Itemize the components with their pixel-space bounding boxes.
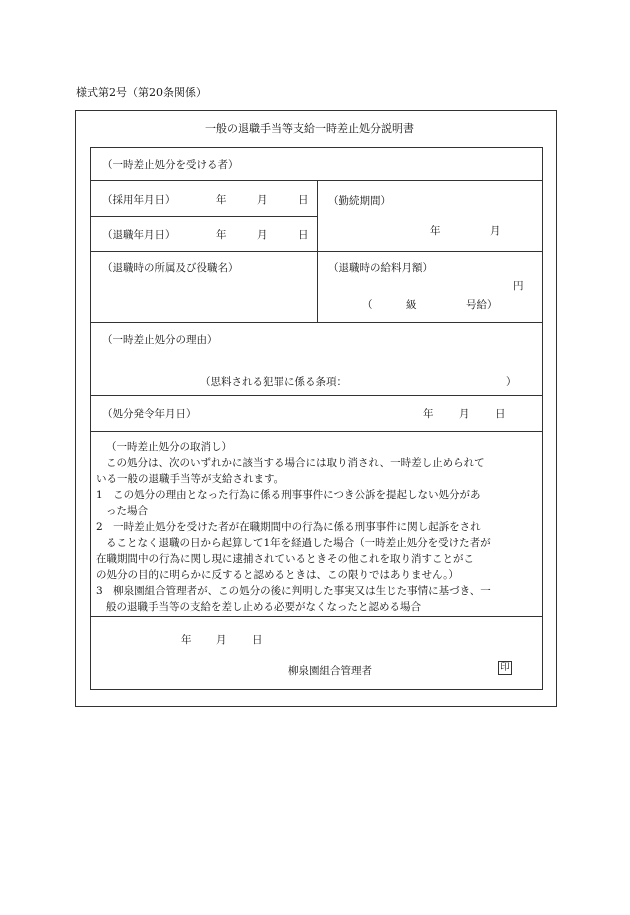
issue-date-month: 月 bbox=[459, 408, 470, 420]
grade-label: 級 bbox=[406, 299, 417, 311]
signer-name: 柳泉園組合管理者 bbox=[288, 665, 372, 677]
hire-date-day: 日 bbox=[298, 194, 309, 206]
recipient-label: （一時差止処分を受ける者） bbox=[102, 159, 239, 171]
retire-date-month: 月 bbox=[257, 229, 268, 241]
sign-date-month: 月 bbox=[216, 634, 227, 646]
sign-date-year: 年 bbox=[181, 634, 192, 646]
affiliation-label: （退職時の所属及び役職名） bbox=[102, 262, 239, 274]
cancel-line: 般の退職手当等の支給を差し止める必要がなくなったと認める場合 bbox=[106, 601, 421, 613]
yen-unit: 円 bbox=[513, 280, 524, 292]
service-period-label: （勤続期間） bbox=[328, 195, 391, 207]
cancel-line: の処分の目的に明らかに反すると認めるときは、この限りではありません。） bbox=[96, 569, 459, 581]
cancel-line: 1 この処分の理由となった行為に係る刑事事件につき公訴を提起しない処分があ bbox=[96, 489, 481, 501]
hire-date-label: （採用年月日） bbox=[102, 194, 176, 206]
step-label: 号給） bbox=[466, 299, 498, 311]
issue-date-year: 年 bbox=[423, 408, 434, 420]
hire-date-year: 年 bbox=[216, 194, 227, 206]
reason-label: （一時差止処分の理由） bbox=[102, 334, 218, 346]
cancel-line: いる一般の退職手当等が支給されます。 bbox=[96, 473, 285, 485]
retire-date-label: （退職年月日） bbox=[102, 229, 176, 241]
grade-open-paren: （ bbox=[362, 299, 373, 311]
document-title: 一般の退職手当等支給一時差止処分説明書 bbox=[205, 122, 414, 135]
divider bbox=[90, 216, 317, 217]
issue-date-label: （処分発令年月日） bbox=[102, 408, 197, 420]
sign-date-day: 日 bbox=[252, 634, 263, 646]
column-divider bbox=[317, 180, 318, 322]
retire-date-day: 日 bbox=[298, 229, 309, 241]
cancel-line: ることなく退職の日から起算して1年を経過した場合（一時差止処分を受けた者が bbox=[106, 537, 491, 549]
form-number-label: 様式第2号（第20条関係） bbox=[76, 86, 207, 99]
cancel-line: った場合 bbox=[106, 505, 148, 517]
issue-date-day: 日 bbox=[495, 408, 506, 420]
cancel-line: この処分は、次のいずれかに該当する場合には取り消され、一時差し止められて bbox=[106, 457, 485, 469]
service-period-month: 月 bbox=[490, 225, 501, 237]
hire-date-month: 月 bbox=[257, 194, 268, 206]
crime-clause-close: ） bbox=[506, 376, 517, 388]
cancel-line: 3 柳泉園組合管理者が、この処分の後に判明した事実又は生じた事情に基づき、一 bbox=[96, 585, 491, 597]
retire-date-year: 年 bbox=[216, 229, 227, 241]
divider bbox=[90, 616, 543, 617]
divider bbox=[90, 322, 543, 323]
divider bbox=[90, 395, 543, 396]
seal-mark: 印 bbox=[498, 661, 512, 675]
service-period-year: 年 bbox=[430, 225, 441, 237]
cancel-heading: （一時差止処分の取消し） bbox=[106, 441, 232, 453]
divider bbox=[90, 431, 543, 432]
crime-clause-label: （思料される犯罪に係る条項： bbox=[200, 376, 347, 388]
salary-label: （退職時の給料月額） bbox=[328, 262, 433, 274]
cancel-line: 在職期間中の行為に関し現に逮捕されているときその他これを取り消すことがこ bbox=[96, 553, 474, 565]
cancel-line: 2 一時差止処分を受けた者が在職期間中の行為に係る刑事事件に関し起訴をされ bbox=[96, 521, 481, 533]
